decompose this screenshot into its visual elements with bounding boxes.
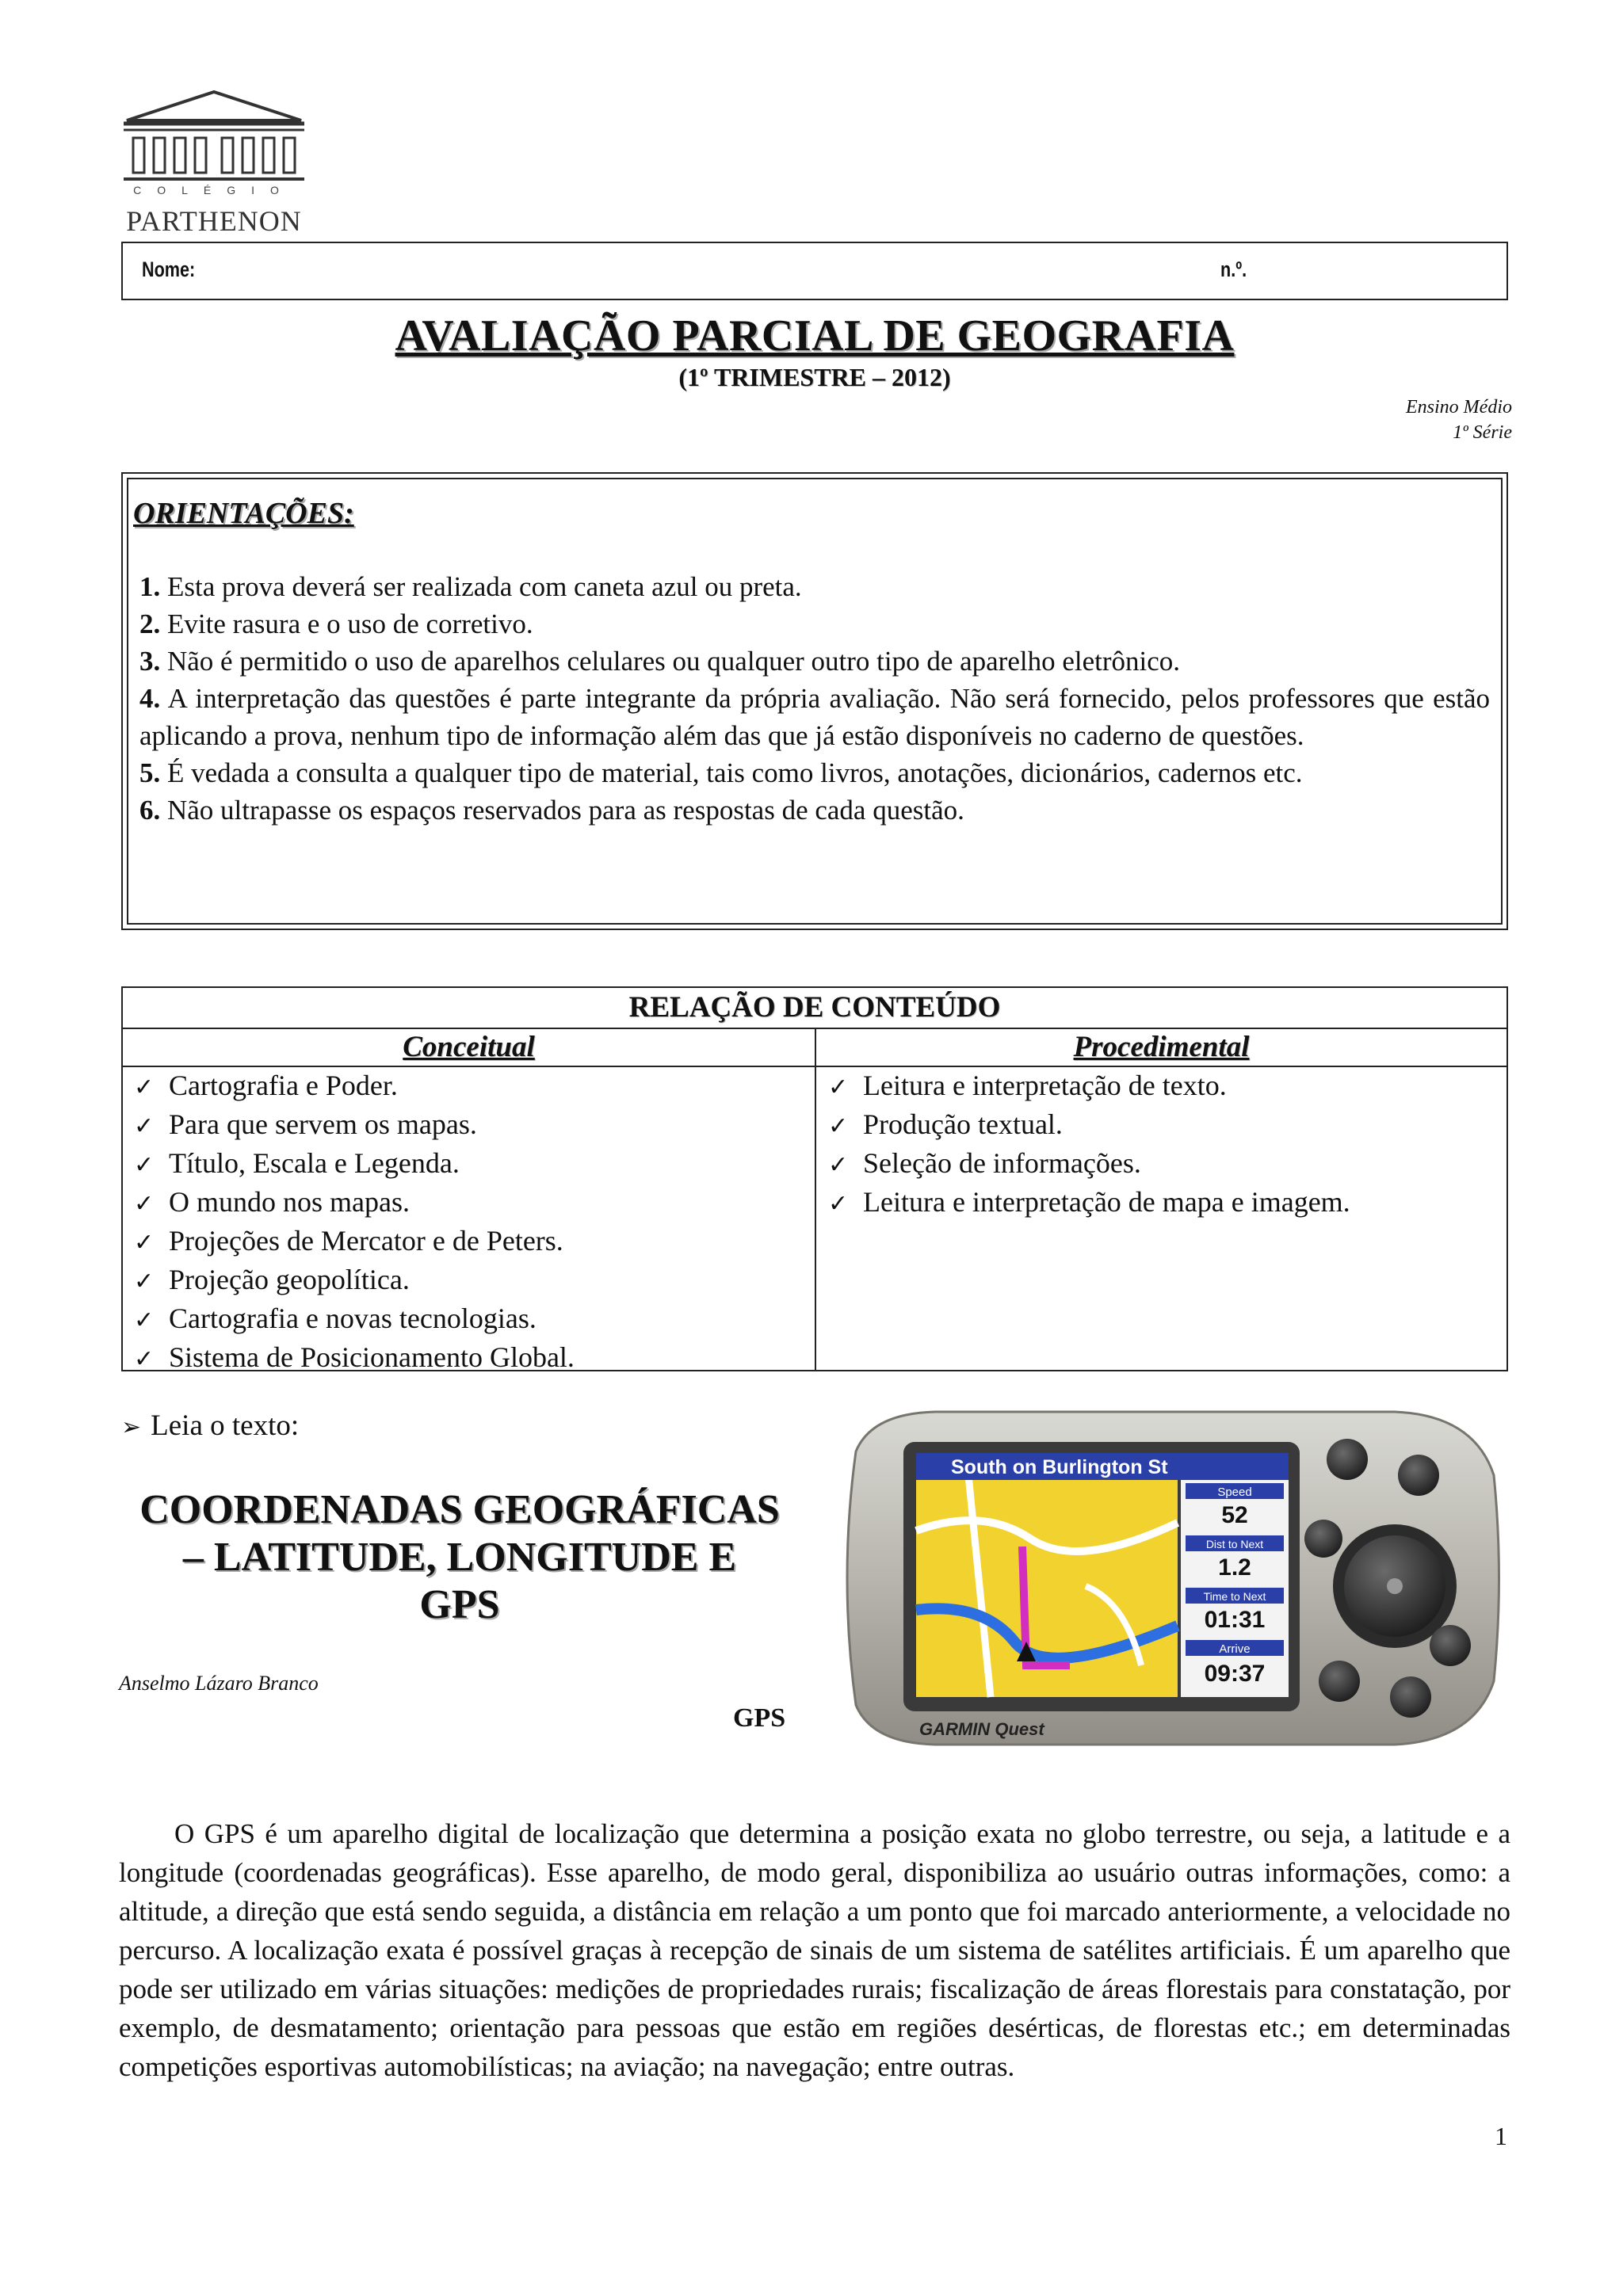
column-divider xyxy=(815,1029,816,1370)
image-caption: GPS xyxy=(733,1703,786,1733)
grade-line: 1º Série xyxy=(1453,422,1512,443)
checkmark-icon: ✓ xyxy=(828,1074,849,1101)
parthenon-temple-icon xyxy=(119,89,309,188)
article-title xyxy=(111,1486,808,1629)
column-header-procedimental: Procedimental xyxy=(816,1029,1507,1067)
list-item: ✓ Projeção geopolítica. xyxy=(134,1261,575,1300)
list-item: ✓ Leitura e interpretação de mapa e imagem. xyxy=(828,1184,1350,1222)
instruction-item: 1. Esta prova deverá ser realizada com caneta azul ou preta. xyxy=(139,571,802,602)
level-info xyxy=(1406,395,1512,445)
read-prompt: ➢ Leia o texto: xyxy=(121,1409,300,1442)
list-item: ✓ Para que servem os mapas. xyxy=(134,1106,575,1145)
gps-brand: GARMIN Quest xyxy=(919,1719,1044,1739)
article-title-line: GPS xyxy=(419,1582,500,1627)
article-author: Anselmo Lázaro Branco xyxy=(119,1672,319,1695)
logo-name: PARTHENON xyxy=(126,205,302,237)
instructions-title: ORIENTAÇÕES: xyxy=(133,497,354,530)
conceitual-list xyxy=(134,1067,575,1378)
checkmark-icon: ✓ xyxy=(134,1345,155,1373)
instruction-item: 3. Não é permitido o uso de aparelhos celulares ou qualquer outro tipo de aparelho eletrônico. xyxy=(139,646,1181,677)
arrive-value: 09:37 xyxy=(1204,1661,1266,1687)
checkmark-icon: ✓ xyxy=(828,1112,849,1140)
arrive-label: Arrive xyxy=(1219,1642,1251,1656)
checkmark-icon: ✓ xyxy=(134,1306,155,1334)
checkmark-icon: ✓ xyxy=(828,1190,849,1218)
time-value: 01:31 xyxy=(1204,1607,1266,1633)
list-item: ✓ Projeções de Mercator e de Peters. xyxy=(134,1222,575,1261)
speed-label: Speed xyxy=(1217,1486,1252,1499)
procedimental-list xyxy=(828,1067,1350,1222)
checkmark-icon: ✓ xyxy=(134,1229,155,1257)
list-item: ✓ Título, Escala e Legenda. xyxy=(134,1145,575,1184)
instruction-item: 2. Evite rasura e o uso de corretivo. xyxy=(139,608,533,639)
checkmark-icon: ✓ xyxy=(828,1151,849,1179)
article-title-line: – LATITUDE, LONGITUDE E xyxy=(182,1535,737,1580)
article-body: O GPS é um aparelho digital de localização que determina a posição exata no globo terrestre, ou seja, a latitude e a longitude (coordenadas geográficas). Esse aparelho, de modo geral, disponibiliza ao usuário outras informações, como: a altitude, a direção que está sendo seguida, a distância em relação a um ponto que foi marcado anteriormente, a velocidade no percurso. A localização exata é possível graças à recepção de sinais de um sistema de satélites artificiais. É um aparelho que pode ser utilizado em várias situações: medições de propriedades rurais; fiscalização de áreas florestais para constatação, por exemplo, de desmatamento; orientação para pessoas que estão em regiões desérticas, de florestas etc.; em determinadas competições esportivas automobilísticas; na aviação; na navegação; entre outras. xyxy=(119,1818,1510,2082)
time-label: Time to Next xyxy=(1203,1590,1266,1603)
list-item: ✓ Seleção de informações. xyxy=(828,1145,1350,1184)
checkmark-icon: ✓ xyxy=(134,1074,155,1101)
checkmark-icon: ✓ xyxy=(134,1190,155,1218)
page-number: 1 xyxy=(1495,2122,1507,2150)
name-label: Nome: xyxy=(142,257,196,281)
content-table xyxy=(121,986,1508,1371)
school-logo xyxy=(119,89,309,239)
checkmark-icon: ✓ xyxy=(134,1112,155,1140)
content-table-header: RELAÇÃO DE CONTEÚDO xyxy=(123,988,1507,1029)
instructions-list xyxy=(139,568,1490,829)
gps-device-image xyxy=(824,1404,1506,1753)
instruction-item: 4. A interpretação das questões é parte integrante da própria avaliação. Não será fornecido, pelos professores que estão aplicando a prova, nenhum tipo de informação além das que já estão disponíveis no caderno de questões. xyxy=(139,683,1490,751)
list-item: ✓ Cartografia e Poder. xyxy=(134,1067,575,1106)
list-item: ✓ O mundo nos mapas. xyxy=(134,1184,575,1222)
list-item: ✓ Produção textual. xyxy=(828,1106,1350,1145)
checkmark-icon: ✓ xyxy=(134,1268,155,1295)
checkmark-icon: ✓ xyxy=(134,1151,155,1179)
dist-label: Dist to Next xyxy=(1205,1538,1264,1550)
instruction-item: 6. Não ultrapasse os espaços reservados para as respostas de cada questão. xyxy=(139,795,964,826)
level-line: Ensino Médio xyxy=(1406,397,1512,418)
arrow-bullet-icon: ➢ xyxy=(121,1413,142,1441)
gps-device-illustration xyxy=(824,1404,1506,1753)
gps-street-text: South on Burlington St xyxy=(951,1456,1168,1478)
exam-title: AVALIAÇÃO PARCIAL DE GEOGRAFIA xyxy=(395,311,1235,360)
column-header-conceitual: Conceitual xyxy=(123,1029,815,1067)
exam-subtitle: (1º TRIMESTRE – 2012) xyxy=(678,363,951,391)
list-item: ✓ Sistema de Posicionamento Global. xyxy=(134,1339,575,1378)
list-item: ✓ Cartografia e novas tecnologias. xyxy=(134,1300,575,1339)
student-name-bar xyxy=(121,242,1508,300)
dist-value: 1.2 xyxy=(1218,1554,1251,1581)
speed-value: 52 xyxy=(1221,1502,1248,1528)
list-item: ✓ Leitura e interpretação de texto. xyxy=(828,1067,1350,1106)
number-label: n.º. xyxy=(1220,257,1247,281)
article-title-line: COORDENADAS GEOGRÁFICAS xyxy=(139,1487,780,1532)
logo-subtitle: COLÉGIO xyxy=(133,184,295,196)
instruction-item: 5. É vedada a consulta a qualquer tipo de material, tais como livros, anotações, dicionários, cadernos etc. xyxy=(139,757,1303,788)
